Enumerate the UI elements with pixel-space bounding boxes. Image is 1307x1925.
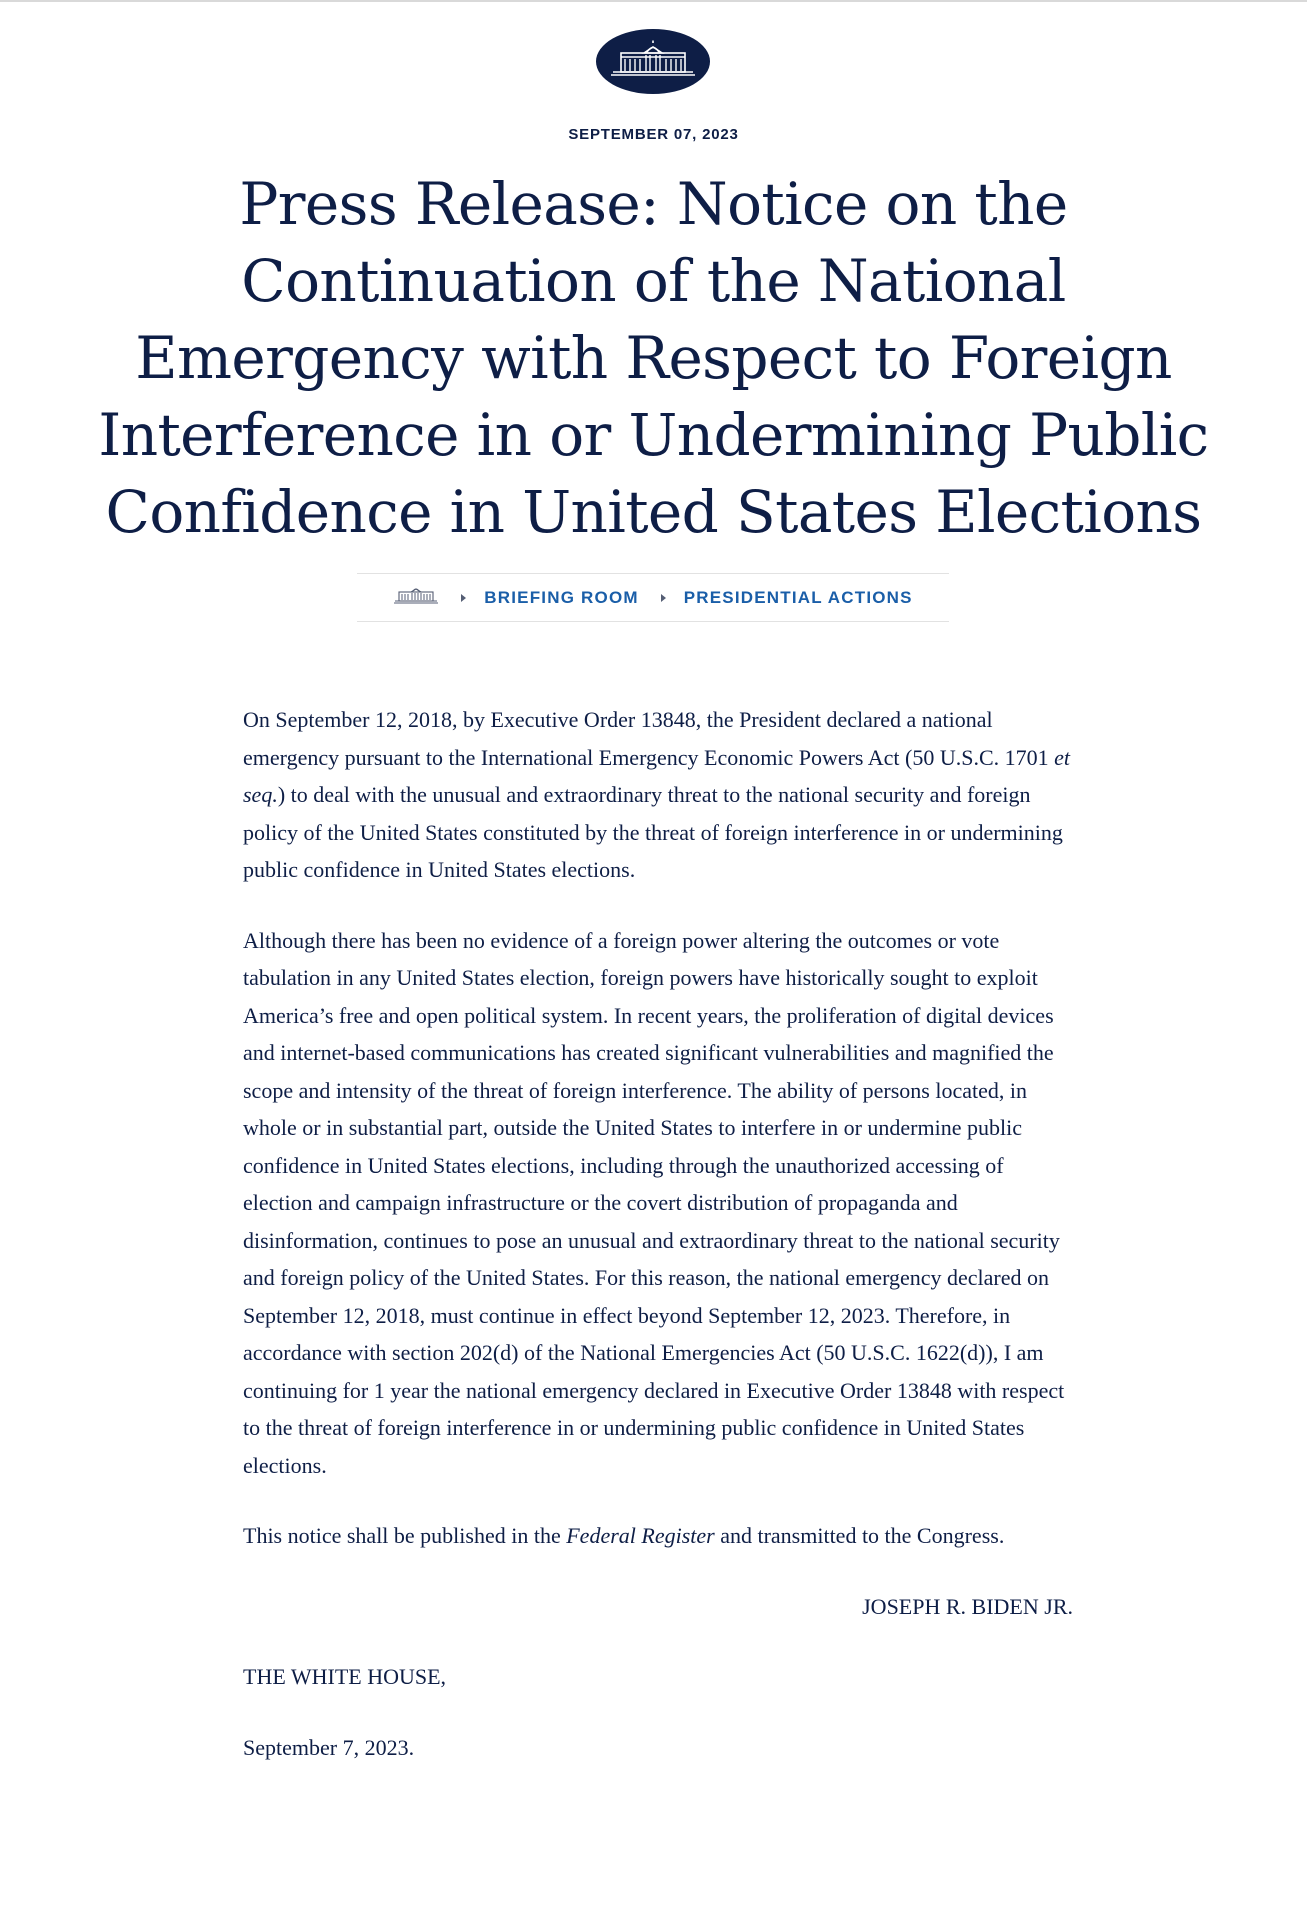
article-body (243, 701, 1073, 1799)
breadcrumb-home-link[interactable] (393, 586, 439, 609)
paragraph-3-text-end: and transmitted to the Congress. (714, 1523, 1005, 1548)
breadcrumb-briefing-room[interactable]: BRIEFING ROOM (484, 587, 639, 607)
caret-right-icon (661, 594, 666, 602)
signature: JOSEPH R. BIDEN JR. (862, 1593, 1073, 1619)
white-house-icon (609, 40, 697, 83)
breadcrumb (357, 573, 949, 622)
white-house-icon (393, 586, 439, 609)
paragraph-3-italic: Federal Register (566, 1523, 715, 1548)
paragraph-1-text: On September 12, 2018, by Executive Order 13848, the President declared a national emergency pursuant to the International Emergency Economic Powers Act (50 U.S.C. 1701 (243, 707, 1055, 770)
paragraph-3-text: This notice shall be published in the (243, 1523, 567, 1548)
paragraph-1 (243, 701, 1073, 889)
paragraph-1-italic: et seq. (243, 744, 1071, 807)
top-divider (0, 0, 1307, 2)
closing-date: September 7, 2023. (243, 1734, 415, 1760)
paragraph-3 (243, 1517, 1073, 1555)
paragraph-1-text-end: ) to deal with the unusual and extraordinary threat to the national security and foreign policy of the United States constituted by the threat of foreign interference in or undermining public confidence in United States elections. (243, 782, 1063, 882)
white-house-seal[interactable] (596, 29, 710, 94)
caret-right-icon (461, 594, 466, 602)
page-title: Press Release: Notice on the Continuation of the National Emergency with Respect to Foreign Interference in or Undermining Public Confidence in United States Elections (98, 170, 1209, 546)
closing-place: THE WHITE HOUSE, (243, 1664, 447, 1689)
paragraph-2: Although there has been no evidence of a foreign power altering the outcomes or vote tabulation in any United States election, foreign powers have historically sought to exploit America’s free and open political system. In recent years, the proliferation of digital devices and internet-based communications has created significant vulnerabilities and magnified the scope and intensity of the threat of foreign interference. The ability of persons located, in whole or in substantial part, outside the United States to interfere in or undermine public confidence in United States elections, including through the unauthorized accessing of election and campaign infrastructure or the covert distribution of propaganda and disinformation, continues to pose an unusual and extraordinary threat to the national security and foreign policy of the United States. For this reason, the national emergency declared on September 12, 2018, must continue in effect beyond September 12, 2023. Therefore, in accordance with section 202(d) of the National Emergencies Act (50 U.S.C. 1622(d)), I am continuing for 1 year the national emergency declared in Executive Order 13848 with respect to the threat of foreign interference in or undermining public confidence in United States elections. (243, 927, 1065, 1478)
publish-date: SEPTEMBER 07, 2023 (568, 126, 739, 143)
breadcrumb-presidential-actions[interactable]: PRESIDENTIAL ACTIONS (683, 587, 913, 607)
